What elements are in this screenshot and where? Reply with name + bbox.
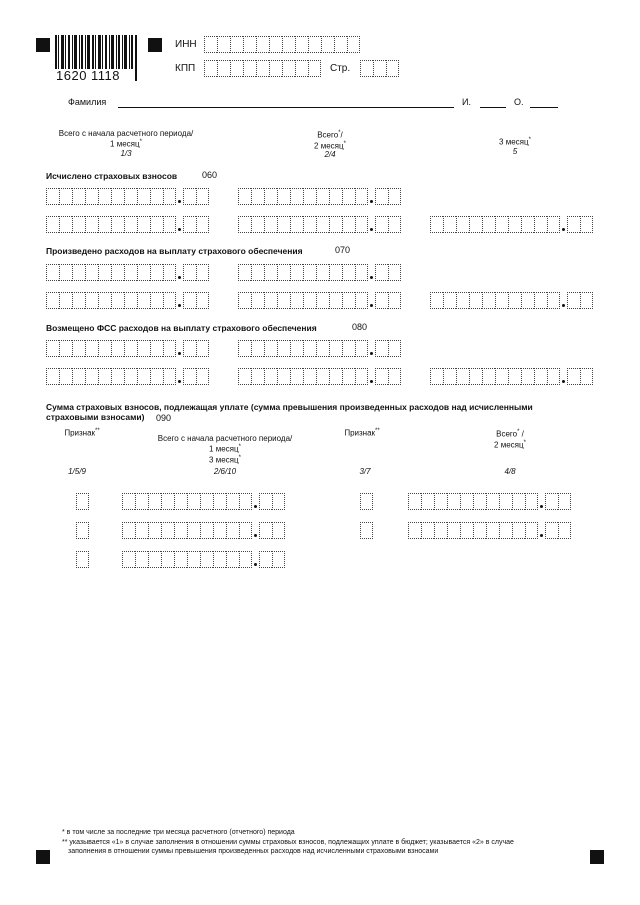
footnote-3: заполнения в отношении суммы превышения произведенных расходов над исчисленными страховыми взносами xyxy=(68,848,439,855)
field-070-col2-row1[interactable] xyxy=(238,264,401,281)
corner-marker-top-left xyxy=(36,38,50,52)
field-060-col2-row1[interactable] xyxy=(238,188,401,205)
field-090-total-row3[interactable] xyxy=(122,551,285,568)
name-initial-label: И. xyxy=(462,97,471,107)
page-label: Стр. xyxy=(330,63,351,74)
section-060-code: 060 xyxy=(202,170,218,180)
priznak-header-2: Признак** xyxy=(344,428,380,438)
barcode-number: 1620 1118 xyxy=(56,68,121,83)
priznak-field-row3[interactable] xyxy=(76,551,89,568)
field-070-col2-row2[interactable] xyxy=(238,292,401,309)
page-number-field[interactable] xyxy=(360,60,399,77)
field-070-col3-row2[interactable] xyxy=(430,292,593,309)
col3-header: 3 месяц* 5 xyxy=(499,137,531,156)
field-060-col1-row1[interactable] xyxy=(46,188,209,205)
field-070-col1-row1[interactable] xyxy=(46,264,209,281)
field-060-col1-row2[interactable] xyxy=(46,216,209,233)
inn-label: ИНН xyxy=(175,39,197,50)
section-070-code: 070 xyxy=(335,245,351,255)
field-090-total-row2[interactable] xyxy=(122,522,285,539)
field-090-total2-row1[interactable] xyxy=(408,493,571,510)
field-090-total-row1[interactable] xyxy=(122,493,285,510)
code-3-7: 3/7 xyxy=(359,467,371,476)
kpp-label: КПП xyxy=(175,63,196,74)
section-080-title: Возмещено ФСС расходов на выплату страхового обеспечения xyxy=(46,323,317,333)
priznak-field-row1[interactable] xyxy=(76,493,89,510)
surname-label: Фамилия xyxy=(68,97,107,107)
field-080-col2-row2[interactable] xyxy=(238,368,401,385)
section-080-code: 080 xyxy=(352,322,368,332)
corner-marker-top-right xyxy=(148,38,162,52)
section-070-title: Произведено расходов на выплату страхового обеспечения xyxy=(46,246,303,256)
section-060-title: Исчислено страховых взносов xyxy=(46,171,178,181)
priznak-header-1: Признак** xyxy=(64,428,100,438)
field-080-col1-row2[interactable] xyxy=(46,368,209,385)
section-090-title: Сумма страховых взносов, подлежащая уплате (сумма превышения произведенных расходов над исчисленными страховыми взносами) xyxy=(46,402,533,422)
corner-marker-bottom-left xyxy=(36,850,50,864)
patronymic-initial-label: О. xyxy=(514,97,524,107)
col2-header: Всего*/ 2 месяц* 2/4 xyxy=(314,130,346,160)
field-060-col2-row2[interactable] xyxy=(238,216,401,233)
total-header-1: Всего с начала расчетного периода/ 1 месяц* 3 месяц* xyxy=(157,434,293,465)
priznak-field-row2[interactable] xyxy=(76,522,89,539)
field-090-total2-row2[interactable] xyxy=(408,522,571,539)
field-060-col3-row2[interactable] xyxy=(430,216,593,233)
inn-field[interactable] xyxy=(204,36,360,53)
kpp-field[interactable] xyxy=(204,60,321,77)
priznak-field-row1-right[interactable] xyxy=(360,493,373,510)
code-4-8: 4/8 xyxy=(504,467,516,476)
footnote-1: * в том числе за последние три месяца расчетного (отчетного) периода xyxy=(62,829,295,836)
priznak-field-row2-right[interactable] xyxy=(360,522,373,539)
footnote-2: ** указывается «1» в случае заполнения в отношении суммы страховых взносов, подлежащих уплате в бюджет; указывается «2» в случае xyxy=(62,839,514,846)
corner-marker-bottom-right xyxy=(590,850,604,864)
field-080-col3-row2[interactable] xyxy=(430,368,593,385)
section-090-code: 090 xyxy=(156,413,172,423)
surname-field[interactable] xyxy=(118,107,454,108)
field-070-col1-row2[interactable] xyxy=(46,292,209,309)
patronymic-initial-field[interactable] xyxy=(530,107,558,108)
field-080-col2-row1[interactable] xyxy=(238,340,401,357)
code-2-6-10: 2/6/10 xyxy=(213,467,237,476)
code-1-5-9: 1/5/9 xyxy=(68,467,86,476)
col1-header: Всего с начала расчетного периода/ 1 месяц* 1/3 xyxy=(58,129,194,158)
field-080-col1-row1[interactable] xyxy=(46,340,209,357)
total-header-2: Всего* / 2 месяц* xyxy=(494,429,526,450)
name-initial-field[interactable] xyxy=(480,107,506,108)
